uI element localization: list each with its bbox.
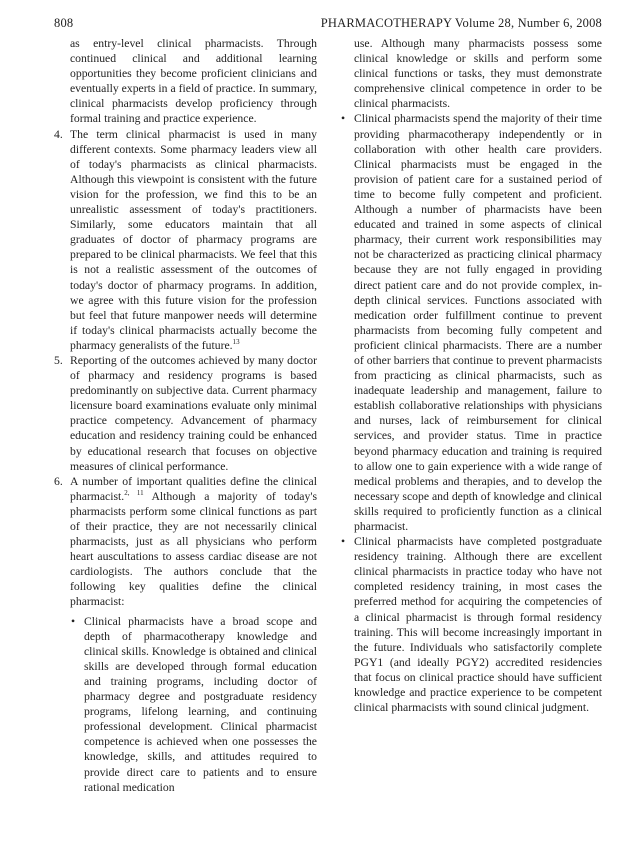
item-body-end: Although a majority of today's pharmacists perform some clinical functions as part of their practice, they are not necessarily clinical pharmacists, just as all physicians who perform heart auscultations to assess cardiac disease are not cardiologists. The authors conclude that the following key qualities define the clinical pharmacist: bbox=[70, 489, 317, 609]
right-column bbox=[338, 36, 602, 715]
item-number: 4. bbox=[54, 127, 63, 141]
bullet-icon: • bbox=[71, 614, 76, 628]
bullet-item-residency bbox=[338, 534, 602, 715]
item-body-start: A number of important qualities define the clinical pharmacist. bbox=[70, 474, 317, 503]
journal-citation: PHARMACOTHERAPY Volume 28, Number 6, 2008 bbox=[320, 16, 602, 30]
item-number: 6. bbox=[54, 474, 63, 488]
item-text: Reporting of the outcomes achieved by many doctor of pharmacy and residency programs is based predominantly on subjective data. Current pharmacy licensure board examinations evaluate only minimal practice competency. Advancement of pharmacy education and residency training could be enhanced by educational research that focuses on objective measures of clinical performance. bbox=[70, 353, 317, 473]
bullet-item-majority-time bbox=[338, 111, 602, 534]
continued-bullet-text: use. Although many pharmacists possess some clinical knowledge or skills and perform some clinical functions or tasks, they must demonstrate comprehensive clinical competence in order to be clinical pharmacists. bbox=[354, 37, 602, 111]
bullet-icon: • bbox=[341, 112, 346, 126]
bullet-item-scope bbox=[54, 614, 317, 795]
numbered-item-4 bbox=[54, 127, 317, 353]
item-text bbox=[70, 474, 317, 610]
bullet-icon: • bbox=[341, 535, 346, 549]
citation-superscript: 2, 11 bbox=[124, 488, 144, 497]
running-header bbox=[54, 16, 602, 32]
numbered-item-6 bbox=[54, 474, 317, 610]
numbered-item-5 bbox=[54, 353, 317, 474]
item-body: The term clinical pharmacist is used in many different contexts. Some pharmacy leaders view all of today's pharmacists as clinical pharmacists. Although this viewpoint is consistent with the future vision for the profession, we find this to be an unrealistic assessment of today's practitioners. Similarly, some educators maintain that all graduates of doctor of pharmacy programs are prepared to be clinical pharmacists. We feel that this is not a realistic assessment of the outcomes of today's doctor of pharmacy programs. In addition, we agree with this future vision for the profession but feel that future manpower needs will determine if today's clinical pharmacists actually become the pharmacy generalists of the future. bbox=[70, 127, 317, 352]
bullet-text: Clinical pharmacists have completed postgraduate residency training. Although there are excellent clinical pharmacists in practice today who have not completed residency training, in most cases the preferred method for acquiring the competencies of a clinical pharmacist is through formal residency training. This will become increasingly important in the future. Individuals who satisfactorily complete PGY1 (and ideally PGY2) accredited residencies that focus on clinical practice should have sufficient knowledge and practice experience to be competent clinical pharmacists with sound clinical judgment. bbox=[354, 535, 602, 715]
citation-superscript: 13 bbox=[232, 337, 240, 346]
left-column bbox=[54, 36, 317, 795]
continued-paragraph: as entry-level clinical pharmacists. Through continued clinical and additional learning opportunities they become proficient clinicians and eventually experts in a field of practice. In summary, clinical pharmacists develop proficiency through formal training and practice experience. bbox=[70, 37, 317, 126]
bullet-text: Clinical pharmacists spend the majority of their time providing pharmacotherapy independently or in collaboration with other health care providers. Clinical pharmacists must be engaged in the provision of patient care for a sustained period of time to become fully competent and proficient. Although a number of pharmacists have been educated and trained in some aspects of clinical pharmacy, their current work responsibilities may not be characterized as practicing clinical pharmacy because they are not fully engaged in providing direct patient care and do not provide complex, in-depth clinical services. Functions associated with medication order fulfillment continue to prevent pharmacists from becoming fully competent and proficient clinical pharmacists. There are a number of other barriers that continue to prevent pharmacists from practicing as clinical pharmacists, such as inadequate leadership and management, failure to establish collaborative relationships with physicians and nurses, lack of reimbursement for clinical services, and provider status. Time in practice beyond pharmacy education and training is required to allow one to gain experience with a wide range of medical problems and therapies, and to develop the necessary scope and depth of knowledge and clinical skills required to proficiently function as a clinical pharmacist. bbox=[354, 112, 602, 533]
bullet-text: Clinical pharmacists have a broad scope and depth of pharmacotherapy knowledge and clinical skills. Knowledge is obtained and clinical skills are developed through formal education and training programs, including doctor of pharmacy degree and postgraduate residency programs, lifelong learning, and continuing professional development. Clinical pharmacist competence is achieved when one possesses the knowledge, skills, and attitudes required to provide direct care to patients and to ensure rational medication bbox=[84, 614, 317, 794]
item-text bbox=[70, 127, 317, 353]
page-number: 808 bbox=[54, 16, 74, 30]
item-number: 5. bbox=[54, 353, 63, 367]
